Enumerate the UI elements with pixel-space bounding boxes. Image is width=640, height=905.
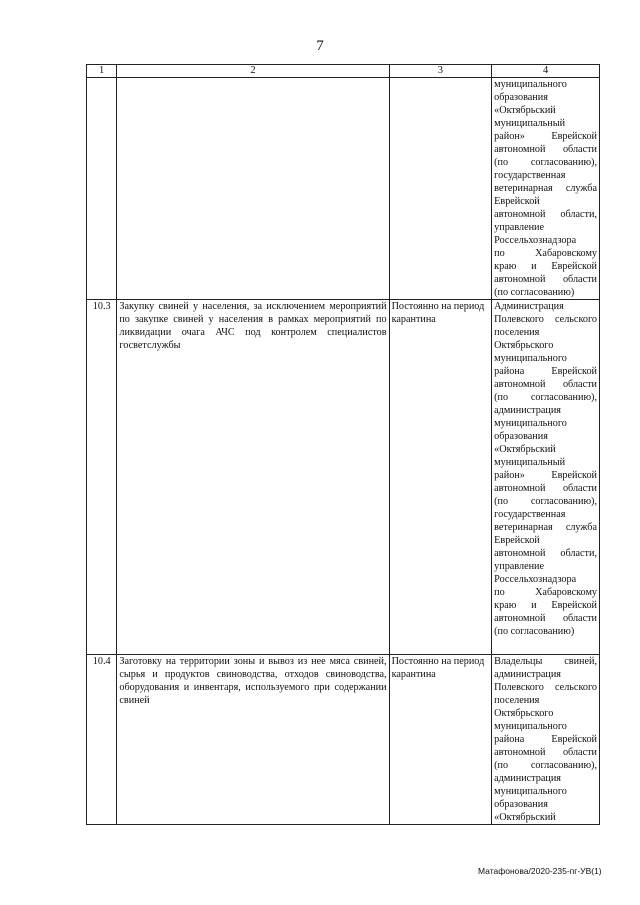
- responsible-line: муниципального: [494, 418, 567, 429]
- responsible-line: ветеринарная служба: [494, 522, 597, 533]
- responsible-line: муниципального: [494, 786, 567, 797]
- table-row-10-3: [87, 300, 600, 655]
- header-cell-1: 1: [87, 65, 117, 78]
- responsible-line: муниципальный: [494, 457, 566, 468]
- responsible-line: образования: [494, 799, 548, 810]
- responsible-line: государственная: [494, 509, 566, 520]
- responsible-line: по Хабаровскому: [494, 248, 597, 259]
- table-header-row: [87, 65, 600, 78]
- responsible-line: администрация: [494, 669, 561, 680]
- term-cell: Постоянно на период карантина: [389, 300, 492, 655]
- responsible-cell: [492, 78, 600, 300]
- responsible-line: поселения: [494, 327, 540, 338]
- responsible-line: краю и Еврейской: [494, 600, 597, 611]
- responsible-line: (по согласованию): [494, 287, 575, 298]
- responsible-cell: [492, 655, 600, 825]
- responsible-line: Октябрьского: [494, 340, 554, 351]
- responsible-line: управление: [494, 222, 545, 233]
- responsible-line: (по согласованию),: [494, 760, 597, 771]
- responsible-line: автономной области: [494, 274, 597, 285]
- term-cell: [389, 78, 492, 300]
- responsible-line: района Еврейской: [494, 734, 597, 745]
- responsible-line: Владельцы свиней,: [494, 656, 597, 667]
- measure-cell: Закупку свиней у населения, за исключением мероприятий по закупке свиней у населения в рамках мероприятий по ликвидации очага АЧС под контролем специалистов госветслужбы: [117, 300, 389, 655]
- header-cell-2: 2: [117, 65, 389, 78]
- number-cell: 10.3: [87, 300, 117, 655]
- measures-table: [86, 64, 600, 825]
- number-cell: 10.4: [87, 655, 117, 825]
- document-code: Матафонова/2020-235-пг-УВ(1): [478, 866, 602, 876]
- responsible-line: (по согласованию),: [494, 392, 597, 403]
- term-cell: Постоянно на период карантина: [389, 655, 492, 825]
- responsible-line: «Октябрьский: [494, 444, 556, 455]
- responsible-line: управление: [494, 561, 545, 572]
- responsible-line: муниципальный: [494, 118, 566, 129]
- responsible-line: администрация: [494, 405, 561, 416]
- responsible-line: Еврейской: [494, 196, 540, 207]
- number-cell: [87, 78, 117, 300]
- table-row-10-4: [87, 655, 600, 825]
- responsible-line: район» Еврейской: [494, 131, 597, 142]
- responsible-line: образования: [494, 92, 548, 103]
- responsible-line: ветеринарная служба: [494, 183, 597, 194]
- measure-cell: [117, 78, 389, 300]
- responsible-line: Администрация: [494, 301, 564, 312]
- responsible-line: (по согласованию): [494, 626, 575, 637]
- responsible-line: государственная: [494, 170, 566, 181]
- responsible-line: «Октябрьский: [494, 105, 556, 116]
- page-number: 7: [316, 38, 324, 54]
- responsible-line: Октябрьского: [494, 708, 554, 719]
- responsible-line: автономной области: [494, 483, 597, 494]
- responsible-line: автономной области,: [494, 548, 597, 559]
- responsible-line: (по согласованию),: [494, 157, 597, 168]
- responsible-line: по Хабаровскому: [494, 587, 597, 598]
- responsible-line: автономной области,: [494, 209, 597, 220]
- responsible-line: образования: [494, 431, 548, 442]
- responsible-line: муниципального: [494, 79, 567, 90]
- responsible-line: поселения: [494, 695, 540, 706]
- responsible-line: муниципального: [494, 353, 567, 364]
- responsible-line: автономной области: [494, 379, 597, 390]
- responsible-line: Полевского сельского: [494, 314, 597, 325]
- responsible-line: Россельхознадзора: [494, 574, 577, 585]
- responsible-line: муниципального: [494, 721, 567, 732]
- responsible-line: автономной области: [494, 613, 597, 624]
- responsible-line: района Еврейской: [494, 366, 597, 377]
- responsible-line: автономной области: [494, 747, 597, 758]
- header-cell-3: 3: [389, 65, 492, 78]
- responsible-line: Россельхознадзора: [494, 235, 577, 246]
- responsible-line: краю и Еврейской: [494, 261, 597, 272]
- table-row-continuation: [87, 78, 600, 300]
- header-cell-4: 4: [492, 65, 600, 78]
- responsible-line: (по согласованию),: [494, 496, 597, 507]
- responsible-cell: [492, 300, 600, 655]
- responsible-line: «Октябрьский: [494, 812, 556, 823]
- measure-cell: Заготовку на территории зоны и вывоз из нее мяса свиней, сырья и продуктов свиноводства, отходов свиноводства, оборудования и инвентаря, используемого при содержании свиней: [117, 655, 389, 825]
- responsible-line: район» Еврейской: [494, 470, 597, 481]
- responsible-line: Полевского сельского: [494, 682, 597, 693]
- responsible-line: Еврейской: [494, 535, 540, 546]
- responsible-line: администрация: [494, 773, 561, 784]
- responsible-line: автономной области: [494, 144, 597, 155]
